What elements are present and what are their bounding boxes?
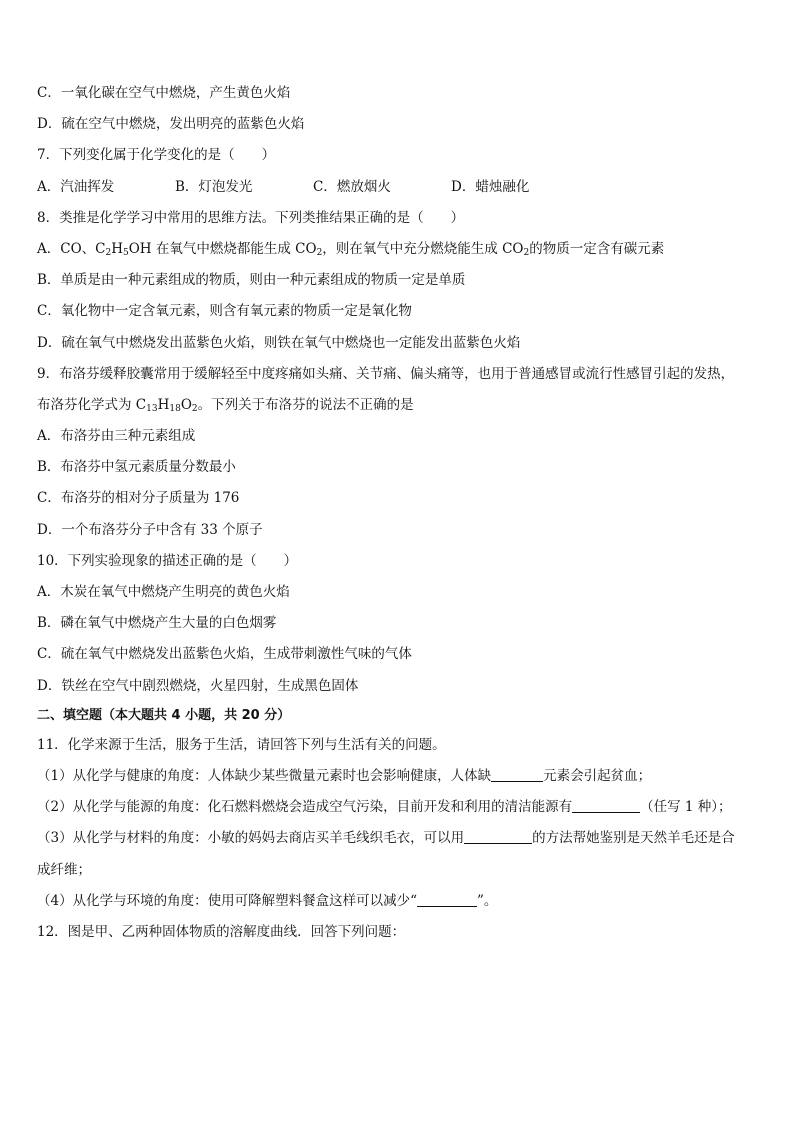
q7-option-d: D．蜡烛融化	[451, 178, 530, 195]
q11-part1: （1）从化学与健康的角度：人体缺少某些微量元素时也会影响健康，人体缺 元素会引起贫血；	[37, 767, 652, 784]
q11-part1-blank[interactable]	[491, 767, 543, 782]
q8-option-b: B．单质是由一种元素组成的物质，则由一种元素组成的物质一定是单质	[37, 272, 466, 289]
q11-part4: （4）从化学与环境的角度：使用可降解塑料餐盒这样可以减少“ ”。	[37, 892, 498, 909]
q9-option-d: D．一个布洛芬分子中含有 33 个原子	[37, 521, 263, 538]
q10-option-d: D．铁丝在空气中剧烈燃烧，火星四射，生成黑色固体	[37, 677, 359, 694]
q9-stem-line2: 布洛芬化学式为 $C_{13}H_{18}O_2$。下列关于布洛芬的说法不正确的是	[37, 396, 414, 414]
q10-stem: 10．下列实验现象的描述正确的是（ ）	[37, 552, 298, 569]
q8-option-d: D．硫在氧气中燃烧发出蓝紫色火焰，则铁在氧气中燃烧也一定能发出蓝紫色火焰	[37, 334, 521, 351]
q8-option-c: C．氧化物中一定含氧元素，则含有氧元素的物质一定是氧化物	[37, 303, 412, 320]
q7-option-b: B．灯泡发光	[175, 178, 253, 195]
q10-option-b: B．磷在氧气中燃烧产生大量的白色烟雾	[37, 615, 277, 632]
q11-part3-blank[interactable]	[464, 829, 532, 844]
q9-option-a: A．布洛芬由三种元素组成	[37, 428, 196, 445]
q11-stem: 11．化学来源于生活，服务于生活，请回答下列与生活有关的问题。	[37, 736, 446, 753]
exam-page	[37, 78, 764, 948]
q9-option-b: B．布洛芬中氢元素质量分数最小	[37, 459, 236, 476]
q9-stem-line1: 9．布洛芬缓释胶囊常用于缓解轻至中度疼痛如头痛、关节痛、偏头痛等，也用于普通感冒或流行性感冒引起的发热，	[37, 365, 735, 382]
q12-stem: 12．图是甲、乙两种固体物质的溶解度曲线．回答下列问题：	[37, 923, 406, 940]
q11-part3-cont: 成纤维；	[37, 861, 91, 878]
q7-option-c: C．燃放烟火	[313, 178, 391, 195]
q7-options	[37, 172, 764, 203]
q11-part3: （3）从化学与材料的角度：小敏的妈妈去商店买羊毛线织毛衣，可以用 的方法帮她鉴别是天然羊毛还是合	[37, 830, 735, 847]
q9-option-c: C．布洛芬的相对分子质量为 176	[37, 490, 240, 507]
q7-option-a: A．汽油挥发	[37, 178, 115, 195]
q7-stem: 7．下列变化属于化学变化的是（ ）	[37, 147, 276, 164]
q10-option-a: A．木炭在氧气中燃烧产生明亮的黄色火焰	[37, 584, 290, 600]
section-2-title: 二、填空题（本大题共 4 小题，共 20 分）	[37, 707, 291, 723]
q11-part2-blank[interactable]	[572, 798, 640, 813]
q8-stem: 8．类推是化学学习中常用的思维方法。下列类推结果正确的是（ ）	[37, 209, 465, 226]
q6-option-c: C．一氧化碳在空气中燃烧，产生黄色火焰	[37, 85, 291, 101]
q10-option-c: C．硫在氧气中燃烧发出蓝紫色火焰，生成带刺激性气味的气体	[37, 646, 412, 663]
q11-part4-blank[interactable]	[417, 892, 477, 907]
q6-option-d: D．硫在空气中燃烧，发出明亮的蓝紫色火焰	[37, 116, 305, 133]
q8-option-a: A．CO、$C_2H_5OH$ 在氧气中燃烧都能生成 $CO_2$，则在氧气中充分燃烧能生成 $CO_2$的物质一定含有碳元素	[37, 240, 665, 258]
q11-part2: （2）从化学与能源的角度：化石燃料燃烧会造成空气污染，目前开发和利用的清洁能源有 （任写 1 种）；	[37, 799, 732, 816]
